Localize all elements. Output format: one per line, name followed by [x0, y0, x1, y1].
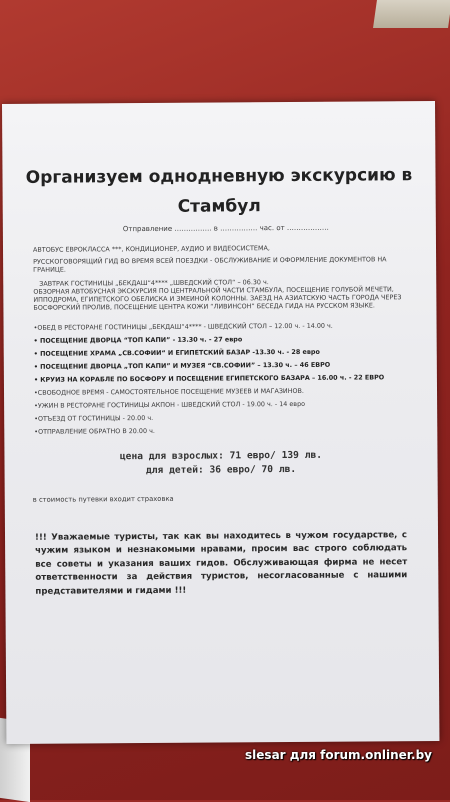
info-line: РУССКОГОВОРЯЩИЙ ГИД ВО ВРЕМЯ ВСЕЙ ПОЕЗДКИ - ОБСЛУЖИВАНИЕ И ОФОРМЛЕНИЕ ДОКУМЕНТОВ НА ГРАНИЦЕ.: [33, 255, 387, 274]
schedule-item: •УЖИН В РЕСТОРАНЕ ГОСТИНИЦЫ АКПОН - ШВЕДСКИЙ СТОЛ - 19.00 ч. - 14 евро: [34, 399, 306, 410]
schedule-item: • ПОСЕЩЕНИЕ ХРАМА „СВ.СОФИИ“ И ЕГИПЕТСКИЙ БАЗАР -13.30 ч. - 28 евро: [33, 347, 320, 358]
schedule-item: •ОТПРАВЛЕНИЕ ОБРАТНО В 20.00 ч.: [34, 426, 155, 436]
info-line: АВТОБУС ЕВРОКЛАССА ***, КОНДИЦИОНЕР, АУДИО И ВИДЕОСИСТЕМА,: [32, 244, 270, 254]
departure-line: Отправление ……………. в ……………. час. от ………………: [122, 223, 329, 234]
warning-notice: !!! Уважаемые туристы, так как вы находитесь в чужом государстве, с чужим языком и незнакомыми нравами, просим вас строго соблюдать все советы и указания вашиx гидов. Обслуживающая фирма не несет ответственности за действия туристов, несогласованные с нашими представителями и гидами !!!: [34, 530, 408, 597]
schedule-item: •ОТЪЕЗД ОТ ГОСТИНИЦЫ - 20.00 ч.: [34, 413, 154, 423]
paper-corner-top: [373, 0, 450, 28]
schedule-item: • КРУИЗ НА КОРАБЛЕ ПО БОСФОРУ И ПОСЕЩЕНИЕ ЕГИПЕТСКОГО БАЗАРА – 16.00 ч. - 22 ЕВРО: [33, 373, 385, 384]
price-children: для детей: 36 евро/ 70 лв.: [145, 463, 297, 477]
tour-description: ОБЗОРНАЯ АВТОБУСНАЯ ЭКСКУРСИЯ ПО ЦЕНТРАЛЬНОЙ ЧАСТИ СТАМБУЛА, ПОСЕЩЕНИЕ ГОЛУБОЙ МЕЧЕТИ, ИППОДРОМА, ЕГИПЕТСКОГО ОБЕЛИСКА И ЗМЕИНОЙ КОЛОННЫ. ЗАЕЗД НА АЗИАТСКУЮ ЧАСТЬ ГОРОДА ЧЕРЕЗ БОСФОРСКИЙ ПРОЛИВ, ПОСЕЩЕНИЕ ЦЕНТРА КОЖИ “ЛИВИНСОН” БЕСЕДА ГИДА НА РУССКОМ ЯЗЫКЕ.: [33, 285, 402, 312]
schedule-item: • ПОСЕЩЕНИЕ ДВОРЦА “ТОП КАПИ” - 13.30 ч. - 27 евро: [33, 335, 243, 345]
schedule-item: •СВОБОДНОЕ ВРЕМЯ - САМОСТОЯТЕЛЬНОЕ ПОСЕЩЕНИЕ МУЗЕЕВ И МАГАЗИНОВ.: [33, 386, 304, 397]
schedule-item: •ОБЕД В РЕСТОРАНЕ ГОСТИНИЦЫ „БЕКДАШ“4**** - ШВЕДСКИЙ СТОЛ – 12.00 ч. - 14.00 ч.: [33, 321, 333, 332]
breakfast-line: ЗАВТРАК ГОСТИНИЦЫ „БЕКДАШ“4**** „ШВЕДСКИЙ СТОЛ“ – 06.30 ч.: [39, 278, 269, 288]
excursion-flyer: [2, 101, 439, 744]
schedule-item: • ПОСЕЩЕНИЕ ДВОРЦА „ТОП КАПИ” И МУЗЕЯ “СВ.СОФИИ” – 13.30 ч. – 46 ЕВРО: [33, 360, 331, 371]
flyer-title-line-2: Стамбул: [177, 196, 261, 217]
forum-watermark: slesar для forum.onliner.by: [245, 748, 432, 762]
flyer-title-line-1: Организуем однодневную экскурсию в: [25, 165, 413, 188]
price-adults: цена для взрослых: 71 евро/ 139 лв.: [119, 449, 323, 463]
insurance-note: в стоимость путевки входит страховка: [32, 494, 174, 504]
